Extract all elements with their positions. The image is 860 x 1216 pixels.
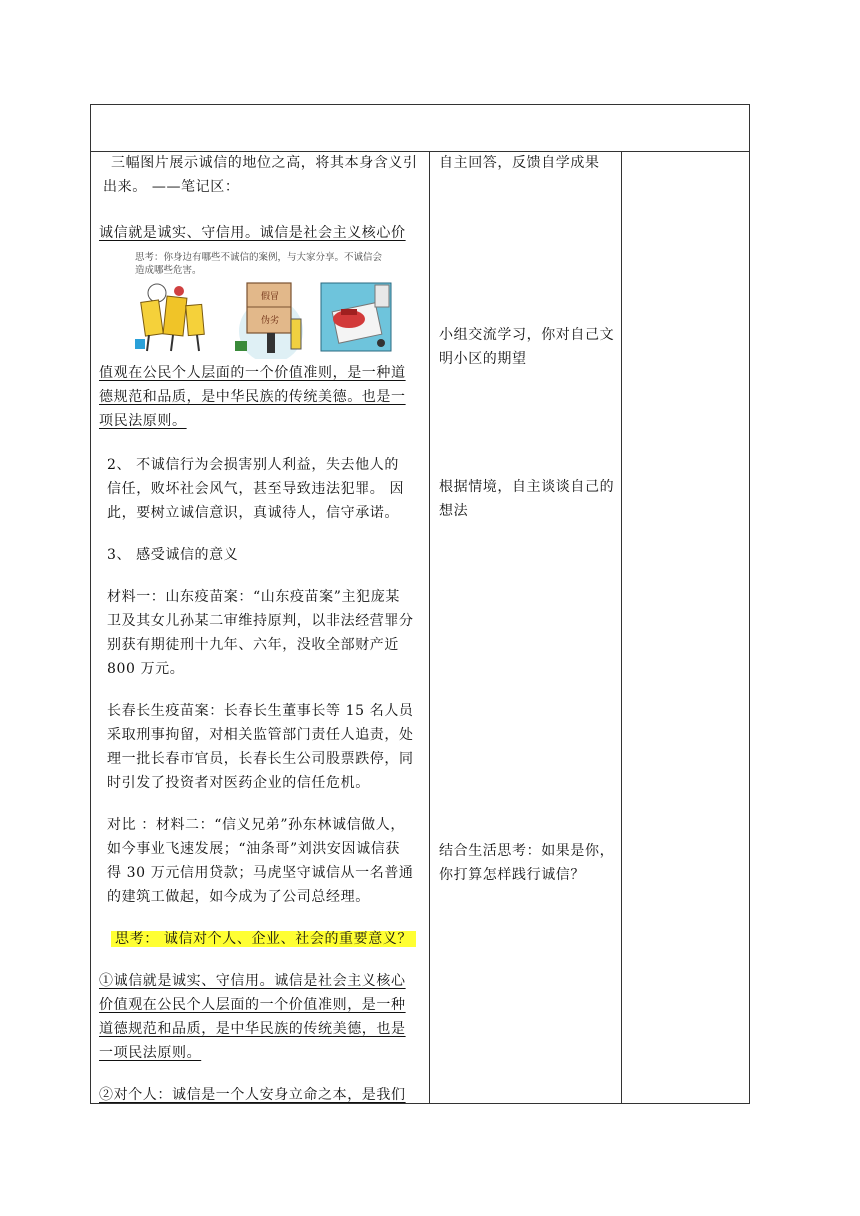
column-divider-2 bbox=[621, 151, 622, 1103]
fake-goods-box-icon bbox=[235, 283, 303, 359]
changchun-case-line-3: 理一批长春市官员，长春长生公司股票跌停，同 bbox=[107, 751, 414, 767]
student-row-3-line-2: 想法 bbox=[439, 503, 469, 519]
student-row-4-line-2: 你打算怎样践行诚信？ bbox=[439, 867, 585, 883]
material-1-line-1: 材料一：山东疫苗案：“山东疫苗案”主犯庞某 bbox=[107, 589, 400, 605]
material-2-line-4: 的建筑工做起，如今成为了公司总经理。 bbox=[107, 889, 370, 905]
integrity-illustration bbox=[135, 251, 399, 361]
student-activity-column bbox=[439, 151, 619, 1103]
changchun-case-line-1: 长春长生疫苗案：长春长生董事长等 15 名人员 bbox=[107, 703, 414, 719]
answer-1-line-1: ①诚信就是诚实、守信用。诚信是社会主义核心 bbox=[99, 973, 406, 989]
definition-line-3: 德规范和品质，是中华民族的传统美德。也是一 bbox=[99, 389, 406, 405]
illustration-art bbox=[135, 279, 399, 359]
figure-caption-1: 思考：你身边有哪些不诚信的案例，与大家分享。不诚信会 bbox=[135, 252, 383, 263]
teacher-activity-column bbox=[99, 151, 421, 1103]
figure-caption-2: 造成哪些危害。 bbox=[135, 265, 202, 276]
think-question-highlight: 思考： 诚信对个人、企业、社会的重要意义？ bbox=[111, 931, 416, 947]
material-1-line-4: 800 万元。 bbox=[107, 661, 185, 677]
answer-1-line-3: 道德规范和品质，是中华民族的传统美德，也是 bbox=[99, 1021, 406, 1037]
definition-line-1: 诚信就是诚实、守信用。诚信是社会主义核心价 bbox=[99, 225, 406, 241]
point-2-line-1: 2、 不诚信行为会损害别人利益，失去他人的 bbox=[107, 457, 399, 473]
svg-text:假冒: 假冒 bbox=[261, 292, 280, 302]
student-row-4-line-1: 结合生活思考：如果是你， bbox=[439, 843, 615, 859]
student-row-1: 自主回答，反馈自学成果 bbox=[439, 155, 600, 171]
material-1-line-3: 别获有期徒刑十九年、六年，没收全部财产近 bbox=[107, 637, 399, 653]
student-row-2-line-2: 明小区的期望 bbox=[439, 351, 527, 367]
column-divider-1 bbox=[429, 151, 430, 1103]
point-2-line-2: 信任，败坏社会风气，甚至导致违法犯罪。 因 bbox=[107, 481, 405, 497]
cartoon-bricks-icon bbox=[135, 284, 204, 351]
think-question bbox=[111, 927, 416, 951]
telephone-scene-icon bbox=[321, 283, 391, 351]
point-3-heading: 3、 感受诚信的意义 bbox=[107, 547, 239, 563]
student-row-3-line-1: 根据情境，自主谈谈自己的 bbox=[439, 479, 615, 495]
answer-1-line-4: 一项民法原则。 bbox=[99, 1045, 202, 1061]
intro-line-2: 出来。 ——笔记区： bbox=[103, 179, 240, 195]
definition-line-2: 值观在公民个人层面的一个价值准则，是一种道 bbox=[99, 365, 406, 381]
material-2-line-3: 得 30 万元信用贷款；马虎坚守诚信从一名普通 bbox=[107, 865, 414, 881]
lesson-table bbox=[90, 104, 750, 1104]
table-header-row bbox=[91, 105, 749, 152]
material-2-line-2: 如今事业飞速发展；“油条哥”刘洪安因诚信获 bbox=[107, 841, 400, 857]
point-2-line-3: 此，要树立诚信意识，真诚待人，信守承诺。 bbox=[107, 505, 399, 521]
answer-1-line-2: 价值观在公民个人层面的一个价值准则，是一种 bbox=[99, 997, 406, 1013]
student-row-2-line-1: 小组交流学习，你对自己文 bbox=[439, 327, 615, 343]
answer-2-line-1: ②对个人：诚信是一个人安身立命之本，是我们 bbox=[99, 1087, 406, 1103]
changchun-case-line-2: 采取刑事拘留，对相关监管部门责任人追责，处 bbox=[107, 727, 414, 743]
intro-line-1: 三幅图片展示诚信的地位之高，将其本身含义引 bbox=[111, 155, 418, 171]
definition-line-4: 项民法原则。 bbox=[99, 413, 187, 429]
material-1-line-2: 卫及其女儿孙某二审维持原判，以非法经营罪分 bbox=[107, 613, 414, 629]
changchun-case-line-4: 时引发了投资者对医药企业的信任危机。 bbox=[107, 775, 370, 791]
svg-text:伪劣: 伪劣 bbox=[261, 316, 280, 326]
material-2-line-1: 对比 ：材料二：“信义兄弟”孙东林诚信做人， bbox=[107, 817, 405, 833]
